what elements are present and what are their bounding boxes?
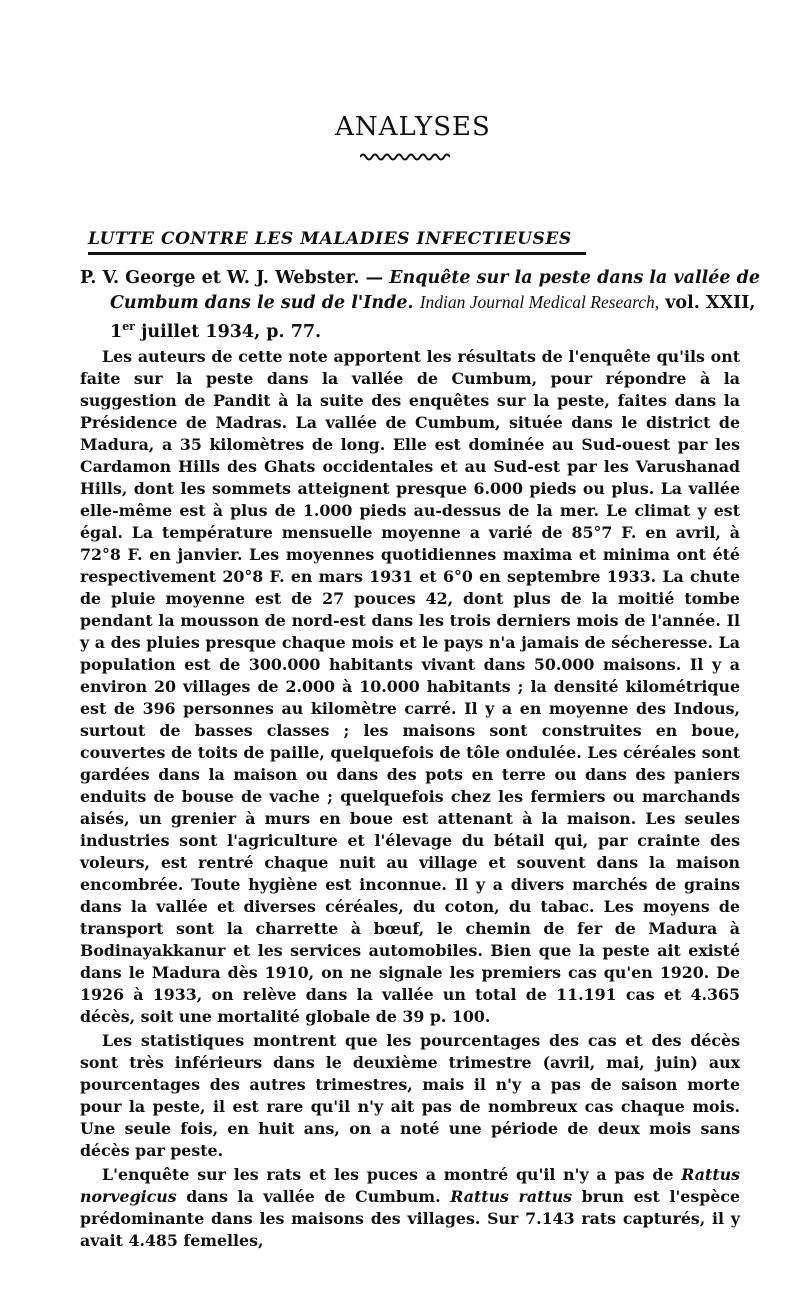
- ref-superscript: er: [122, 320, 135, 333]
- section-rule: [88, 252, 586, 255]
- paragraph-3-part-a: L'enquête sur les rats et les puces a montré qu'il n'y a pas de: [102, 1165, 682, 1184]
- article-header: [80, 266, 770, 344]
- page-title: ANALYSES: [335, 112, 491, 142]
- article-journal: Indian Journal Medical Research,: [419, 292, 660, 312]
- paragraph-2: Les statistiques montrent que les pourcentages des cas et des décès sont très inférieurs dans le deuxième trimestre (avril, mai, juin) aux pourcentages des autres trimestres, mais il n'y a pas de saison morte pour la peste, il est rare qu'il n'y ait pas de nombreux cas chaque mois. Une seule fois, en huit ans, on a noté une période de deux mois sans décès par peste.: [80, 1031, 740, 1160]
- wavy-ornament: [360, 152, 450, 162]
- paragraph-1: Les auteurs de cette note apportent les résultats de l'enquête qu'ils ont faite sur la peste dans la vallée de Cumbum, pour répondre à la suggestion de Pandit à la suite des enquêtes sur la peste, faites dans la Présidence de Madras. La vallée de Cumbum, située dans le district de Madura, a 35 kilomètres de long. Elle est dominée au Sud-ouest par les Cardamon Hills des Ghats occidentales et au Sud-est par les Varushanad Hills, dont les sommets atteignent presque 6.000 pieds ou plus. La vallée elle-même est à plus de 1.000 pieds au-dessus de la mer. Le climat y est égal. La température mensuelle moyenne a varié de 85°7 F. en avril, à 72°8 F. en janvier. Les moyennes quotidiennes maxima et minima ont été respectivement 20°8 F. en mars 1931 et 6°0 en septembre 1933. La chute de pluie moyenne est de 27 pouces 42, dont plus de la moitié tombe pendant la mousson de nord-est dans les trois derniers mois de l'année. Il y a des pluies presque chaque mois et le pays n'a jamais de sécheresse. La population est de 300.000 habitants vivant dans 50.000 maisons. Il y a environ 20 villages de 2.000 à 10.000 habitants ; la densité kilométrique est de 396 personnes au kilomètre carré. Il y a en moyenne des Indous, surtout de basses classes ; les maisons sont construites en boue, couvertes de toits de paille, quelquefois de tôle ondulée. Les céréales sont gardées dans la maison ou dans des pots en terre ou dans des paniers enduits de bouse de vache ; quelquefois chez les fermiers ou marchands aisés, un grenier à murs en boue est attenant à la maison. Les seules industries sont l'agriculture et l'élevage du bétail qui, par crainte des voleurs, est rentré chaque nuit au village et souvent dans la maison encombrée. Toute hygiène est inconnue. Il y a divers marchés de grains dans la vallée et diverses céréales, du coton, du tabac. Les moyens de transport sont la charrette à bœuf, le chemin de fer de Madura à Bodinayakkanur et les services automobiles. Bien que la peste ait existé dans le Madura dès 1910, on ne signale les premiers cas qu'en 1920. De 1926 à 1933, on relève dans la vallée un total de 11.191 cas et 4.365 décès, soit une mortalité globale de 39 p. 100.: [80, 347, 740, 1026]
- paragraph-3: [80, 1164, 740, 1252]
- article-dash: —: [359, 268, 390, 288]
- paragraph-3-part-b: dans la vallée de Cumbum.: [176, 1187, 451, 1206]
- ref-volume: vol. XXII, 1: [110, 293, 756, 342]
- article-title: Enquête sur la peste dans la vallée de Cumbum dans le sud de l'Inde.: [110, 268, 761, 313]
- article-authors: P. V. George et W. J. Webster.: [80, 268, 360, 288]
- article-body: [80, 346, 740, 1252]
- document-page: [80, 0, 761, 1304]
- paragraph-3-part-c: brun est l'espèce prédominante dans les maisons des villages. Sur 7.143 rats capturés, il y avait 4.485 femelles,: [80, 1187, 740, 1250]
- species-name-rattus: Rattus rattus: [450, 1187, 573, 1206]
- species-name-norvegicus: Rattus norvegicus: [80, 1165, 740, 1206]
- section-heading: LUTTE CONTRE LES MALADIES INFECTIEUSES: [88, 229, 572, 249]
- ref-date-page: juillet 1934, p. 77.: [134, 321, 322, 342]
